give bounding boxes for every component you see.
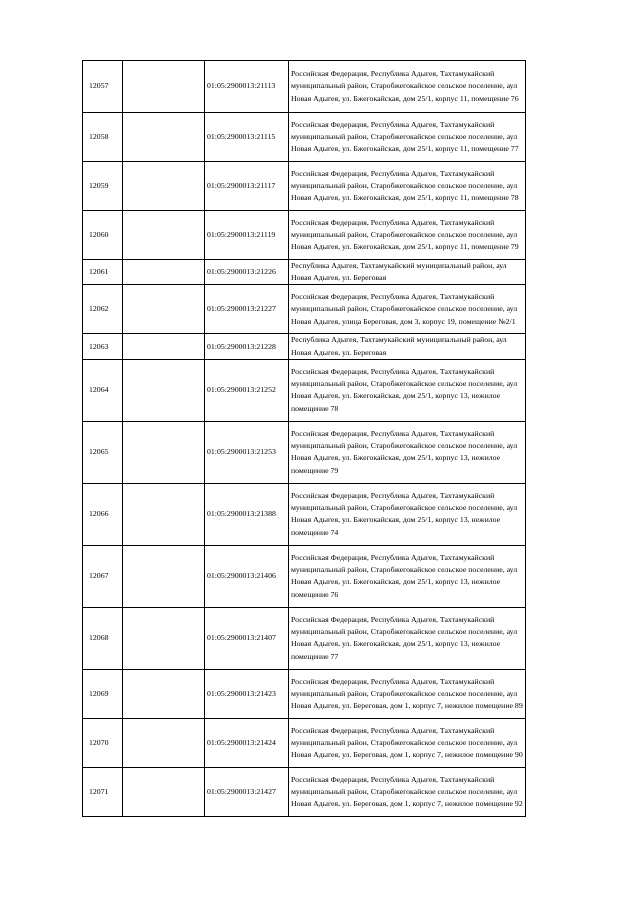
- empty-cell: [123, 334, 205, 359]
- table-row: [83, 607, 526, 669]
- cadastral-number: 01:05:2900013:21407: [205, 607, 289, 669]
- row-number: 12059: [83, 162, 123, 211]
- address: Российская Федерация, Республика Адыгея, Тахтамукайский муниципальный район, Старобжегокайское сельское поселение, аул Новая Адыгея, ул. Бжегокайская, дом 25/1, корпус 13, нежилое помещение 78: [289, 359, 526, 421]
- row-number: 12066: [83, 483, 123, 545]
- cadastral-number: 01:05:2900013:21226: [205, 260, 289, 285]
- cadastral-number: 01:05:2900013:21406: [205, 545, 289, 607]
- empty-cell: [123, 607, 205, 669]
- row-number: 12057: [83, 61, 123, 113]
- row-number: 12063: [83, 334, 123, 359]
- cadastral-number: 01:05:2900013:21253: [205, 421, 289, 483]
- table-row: [83, 61, 526, 113]
- cadastral-number: 01:05:2900013:21423: [205, 669, 289, 718]
- empty-cell: [123, 285, 205, 334]
- table-row: [83, 767, 526, 816]
- table-row: [83, 285, 526, 334]
- cadastral-number: 01:05:2900013:21252: [205, 359, 289, 421]
- address: Российская Федерация, Республика Адыгея, Тахтамукайский муниципальный район, Старобжегокайское сельское поселение, аул Новая Адыгея, улица Береговая, дом 3, корпус 19, помещение №2/1: [289, 285, 526, 334]
- registry-table-body: [83, 61, 526, 817]
- cadastral-number: 01:05:2900013:21427: [205, 767, 289, 816]
- address: Российская Федерация, Республика Адыгея, Тахтамукайский муниципальный район, Старобжегокайское сельское поселение, аул Новая Адыгея, ул. Бжегокайская, дом 25/1, корпус 11, помещение 77: [289, 113, 526, 162]
- row-number: 12065: [83, 421, 123, 483]
- cadastral-number: 01:05:2900013:21227: [205, 285, 289, 334]
- row-number: 12064: [83, 359, 123, 421]
- empty-cell: [123, 113, 205, 162]
- address: Республика Адыгея, Тахтамукайский муниципальный район, аул Новая Адыгея, ул. Береговая: [289, 260, 526, 285]
- table-row: [83, 718, 526, 767]
- empty-cell: [123, 260, 205, 285]
- address: Республика Адыгея, Тахтамукайский муниципальный район, аул Новая Адыгея, ул. Береговая: [289, 334, 526, 359]
- row-number: 12062: [83, 285, 123, 334]
- row-number: 12067: [83, 545, 123, 607]
- address: Российская Федерация, Республика Адыгея, Тахтамукайский муниципальный район, Старобжегокайское сельское поселение, аул Новая Адыгея, ул. Береговая, дом 1, корпус 7, нежилое помещение 92: [289, 767, 526, 816]
- table-row: [83, 260, 526, 285]
- address: Российская Федерация, Республика Адыгея, Тахтамукайский муниципальный район, Старобжегокайское сельское поселение, аул Новая Адыгея, ул. Бжегокайская, дом 25/1, корпус 11, помещение 78: [289, 162, 526, 211]
- row-number: 12061: [83, 260, 123, 285]
- address: Российская Федерация, Республика Адыгея, Тахтамукайский муниципальный район, Старобжегокайское сельское поселение, аул Новая Адыгея, ул. Бжегокайская, дом 25/1, корпус 13, нежилое помещение 74: [289, 483, 526, 545]
- table-row: [83, 483, 526, 545]
- empty-cell: [123, 421, 205, 483]
- cadastral-number: 01:05:2900013:21424: [205, 718, 289, 767]
- empty-cell: [123, 162, 205, 211]
- empty-cell: [123, 767, 205, 816]
- table-row: [83, 545, 526, 607]
- cadastral-number: 01:05:2900013:21113: [205, 61, 289, 113]
- table-row: [83, 162, 526, 211]
- table-row: [83, 211, 526, 260]
- row-number: 12069: [83, 669, 123, 718]
- cadastral-number: 01:05:2900013:21115: [205, 113, 289, 162]
- address: Российская Федерация, Республика Адыгея, Тахтамукайский муниципальный район, Старобжегокайское сельское поселение, аул Новая Адыгея, ул. Бжегокайская, дом 25/1, корпус 13, нежилое помещение 77: [289, 607, 526, 669]
- address: Российская Федерация, Республика Адыгея, Тахтамукайский муниципальный район, Старобжегокайское сельское поселение, аул Новая Адыгея, ул. Береговая, дом 1, корпус 7, нежилое помещение 89: [289, 669, 526, 718]
- empty-cell: [123, 211, 205, 260]
- table-row: [83, 669, 526, 718]
- cadastral-number: 01:05:2900013:21119: [205, 211, 289, 260]
- cadastral-number: 01:05:2900013:21388: [205, 483, 289, 545]
- row-number: 12071: [83, 767, 123, 816]
- cadastral-number: 01:05:2900013:21228: [205, 334, 289, 359]
- row-number: 12068: [83, 607, 123, 669]
- address: Российская Федерация, Республика Адыгея, Тахтамукайский муниципальный район, Старобжегокайское сельское поселение, аул Новая Адыгея, ул. Береговая, дом 1, корпус 7, нежилое помещение 90: [289, 718, 526, 767]
- empty-cell: [123, 483, 205, 545]
- address: Российская Федерация, Республика Адыгея, Тахтамукайский муниципальный район, Старобжегокайское сельское поселение, аул Новая Адыгея, ул. Бжегокайская, дом 25/1, корпус 13, нежилое помещение 79: [289, 421, 526, 483]
- table-row: [83, 113, 526, 162]
- table-row: [83, 359, 526, 421]
- empty-cell: [123, 545, 205, 607]
- address: Российская Федерация, Республика Адыгея, Тахтамукайский муниципальный район, Старобжегокайское сельское поселение, аул Новая Адыгея, ул. Бжегокайская, дом 25/1, корпус 13, нежилое помещение 76: [289, 545, 526, 607]
- row-number: 12070: [83, 718, 123, 767]
- table-row: [83, 334, 526, 359]
- address: Российская Федерация, Республика Адыгея, Тахтамукайский муниципальный район, Старобжегокайское сельское поселение, аул Новая Адыгея, ул. Бжегокайская, дом 25/1, корпус 11, помещение 79: [289, 211, 526, 260]
- row-number: 12058: [83, 113, 123, 162]
- cadastral-number: 01:05:2900013:21117: [205, 162, 289, 211]
- table-row: [83, 421, 526, 483]
- row-number: 12060: [83, 211, 123, 260]
- empty-cell: [123, 669, 205, 718]
- registry-table: [82, 60, 526, 817]
- empty-cell: [123, 61, 205, 113]
- empty-cell: [123, 359, 205, 421]
- address: Российская Федерация, Республика Адыгея, Тахтамукайский муниципальный район, Старобжегокайское сельское поселение, аул Новая Адыгея, ул. Бжегокайская, дом 25/1, корпус 11, помещение 76: [289, 61, 526, 113]
- empty-cell: [123, 718, 205, 767]
